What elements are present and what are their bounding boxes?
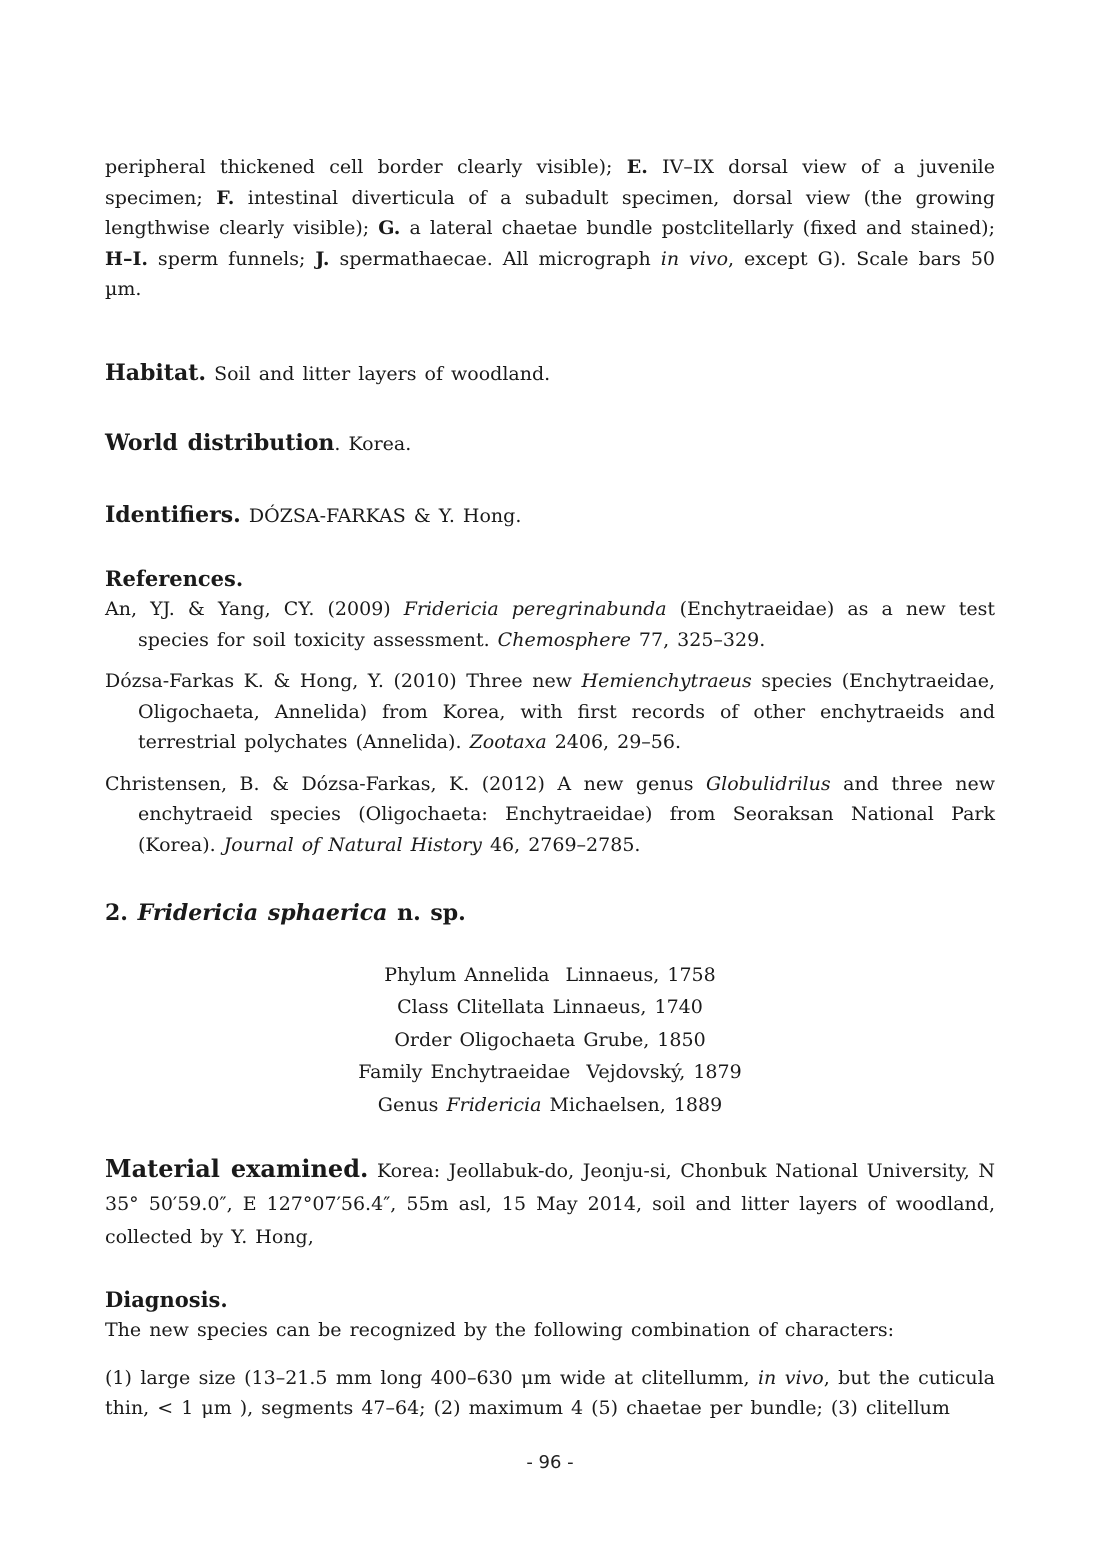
caption-label-g: G. xyxy=(378,217,401,239)
reference-italic: Globulidrilus xyxy=(705,772,831,795)
figure-caption-continued xyxy=(105,152,995,305)
habitat-text: Soil and litter layers of woodland. xyxy=(206,362,551,385)
taxonomy-genus-label: Genus xyxy=(377,1093,447,1116)
diagnosis-text: (1) large size (13–21.5 mm long 400–630 μm wide at clitellumm, xyxy=(105,1366,758,1389)
material-examined-section xyxy=(105,1152,995,1254)
reference-text: species (Enchytraeidae, Oligochaeta, Annelida) from Korea, with first records of other enchytraeids and terrestrial polychates (Annelida). xyxy=(138,670,995,753)
material-examined-text: Korea: Jeollabuk-do, Jeonju-si, Chonbuk National University, N 35° 50′59.0″, E 127°07′56.4″, 55m asl, 15 May 2014, soil and litter layers of woodland, collected by Y. Hong, xyxy=(105,1160,995,1248)
diagnosis-characters xyxy=(105,1363,995,1424)
taxonomy-family: Family Enchytraeidae Vejdovský, 1879 xyxy=(358,1061,742,1083)
diagnosis-intro: The new species can be recognized by the following combination of characters: xyxy=(105,1319,895,1341)
taxonomy-block xyxy=(105,959,995,1122)
caption-text: sperm funnels; xyxy=(147,247,316,270)
caption-label-e: E. xyxy=(626,156,648,178)
taxonomy-order: Order Oligochaeta Grube, 1850 xyxy=(394,1028,706,1051)
caption-text: , except G). Scale bars 50 µm. xyxy=(105,247,995,300)
identifiers-heading: Identifiers. xyxy=(105,501,241,528)
world-distribution-heading: World distribution xyxy=(105,430,335,456)
reference-text: and three new enchytraeid species (Oligochaeta: Enchytraeidae) from Seoraksan National Park (Korea). xyxy=(138,772,995,856)
caption-text: IV–IX dorsal view of a juvenile specimen; xyxy=(105,156,995,209)
reference-text: Christensen, B. & Dózsa-Farkas, K. (2012) A new genus xyxy=(105,772,706,795)
caption-label-f: F. xyxy=(216,186,235,209)
caption-label-h-i: H–I. xyxy=(105,247,148,270)
reference-journal: Chemosphere xyxy=(497,628,631,651)
identifiers-text: DÓZSA-FARKAS & Y. Hong. xyxy=(240,504,522,527)
world-distribution-text: . Korea. xyxy=(334,433,412,455)
taxonomy-phylum: Phylum Annelida Linnaeus, 1758 xyxy=(384,963,716,986)
caption-text: spermathaecae. All micrograph xyxy=(329,247,661,270)
reference-list xyxy=(105,594,995,860)
habitat-section xyxy=(105,358,995,390)
diagnosis-italic: in vivo xyxy=(757,1366,824,1389)
references-heading: References. xyxy=(105,566,244,591)
reference-text: 46, 2769–2785. xyxy=(481,833,641,856)
reference-item xyxy=(105,769,995,861)
caption-italic: in vivo xyxy=(660,247,729,270)
page-number: - 96 - xyxy=(526,1452,574,1473)
reference-text: 77, 325–329. xyxy=(630,628,766,651)
material-examined-heading: Material examined. xyxy=(105,1154,369,1183)
reference-item xyxy=(105,594,995,655)
reference-text: Dózsa-Farkas K. & Hong, Y. (2010) Three new xyxy=(105,670,582,692)
taxonomy-genus-name: Fridericia xyxy=(446,1093,542,1116)
page-body xyxy=(105,152,995,1424)
caption-label-j: J. xyxy=(315,247,330,270)
reference-italic: Fridericia peregrinabunda xyxy=(403,598,667,620)
world-distribution-section xyxy=(105,428,995,460)
taxonomy-class: Class Clitellata Linnaeus, 1740 xyxy=(397,996,703,1018)
species-number: 2. xyxy=(105,900,138,926)
reference-text: (Enchytraeidae) as a new test species for soil toxicity assessment. xyxy=(138,598,995,651)
reference-italic: Hemienchytraeus xyxy=(581,670,752,692)
reference-journal: Zootaxa xyxy=(469,731,547,753)
species-name: Fridericia sphaerica xyxy=(137,900,388,926)
reference-item xyxy=(105,666,995,758)
diagnosis-text: , but the cuticula thin, < 1 μm ), segments 47–64; (2) maximum 4 (5) chaetae per bundle; (3) clitellum xyxy=(105,1366,995,1419)
reference-text: 2406, 29–56. xyxy=(546,731,682,753)
reference-text: An, YJ. & Yang, CY. (2009) xyxy=(105,598,404,620)
species-suffix: n. sp. xyxy=(387,900,466,926)
taxonomy-genus-author: Michaelsen, 1889 xyxy=(541,1093,723,1116)
taxonomy-genus xyxy=(105,1089,995,1122)
reference-journal: Journal of Natural History xyxy=(223,833,482,856)
species-heading xyxy=(105,898,995,929)
caption-text: intestinal diverticula of a subadult specimen, dorsal view (the growing lengthwise clearly visible); xyxy=(105,186,995,239)
identifiers-section xyxy=(105,500,995,532)
caption-text: peripheral thickened cell border clearly visible); xyxy=(105,156,627,178)
diagnosis-heading: Diagnosis. xyxy=(105,1287,228,1312)
habitat-heading: Habitat. xyxy=(105,359,207,386)
caption-text: a lateral chaetae bundle postclitellarly (fixed and stained); xyxy=(400,217,995,239)
